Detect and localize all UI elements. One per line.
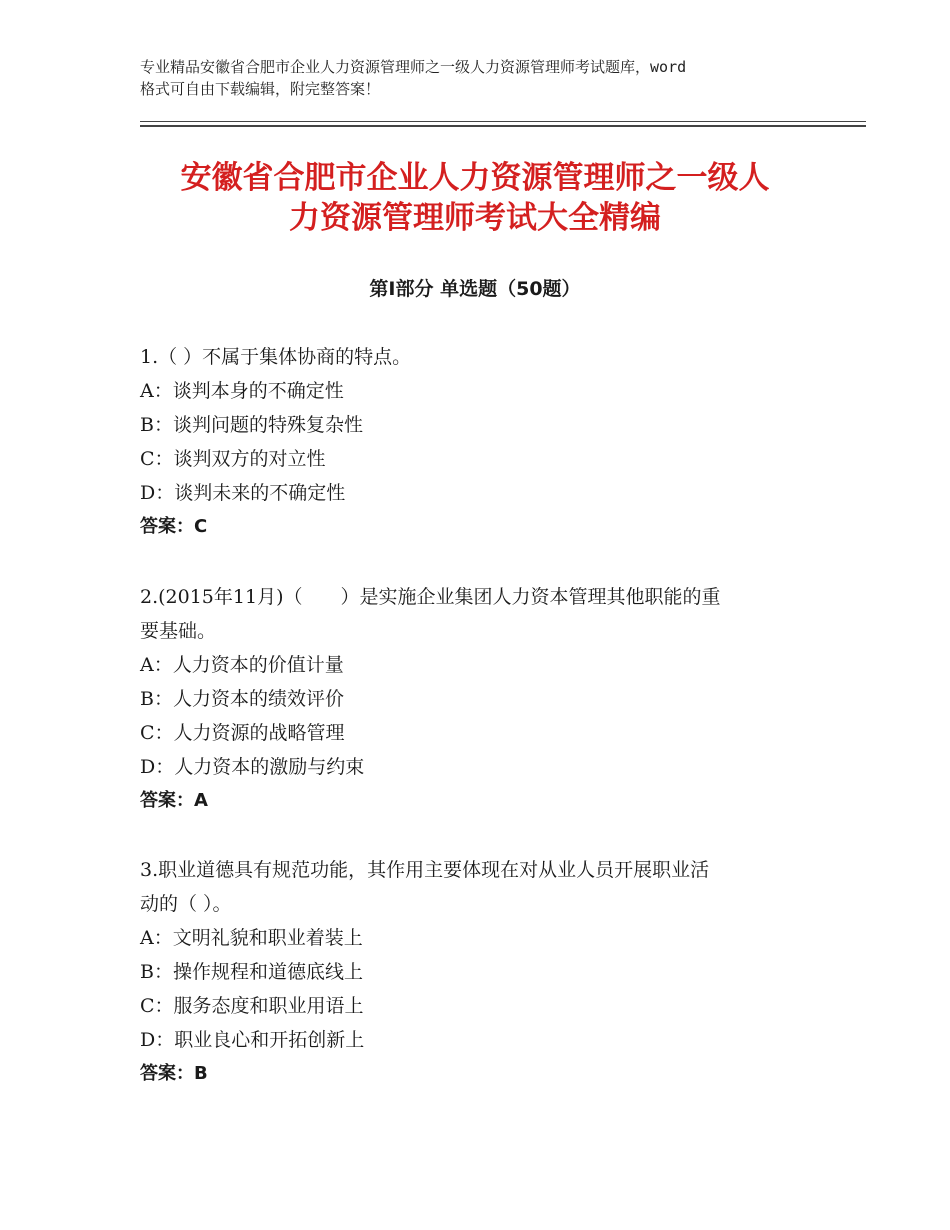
option-c: C：谈判双方的对立性 bbox=[140, 448, 326, 470]
question-stem-continued: 要基础。 bbox=[140, 620, 217, 642]
option-b: B：人力资本的绩效评价 bbox=[140, 688, 344, 710]
title-line-1: 安徽省合肥市企业人力资源管理师之一级人 bbox=[180, 160, 770, 196]
option-a: A：文明礼貌和职业着装上 bbox=[140, 927, 363, 949]
question-stem-continued: 动的（ ）。 bbox=[140, 893, 232, 915]
header-line-1: 专业精品安徽省合肥市企业人力资源管理师之一级人力资源管理师考试题库，word bbox=[140, 58, 687, 76]
question-stem: 2.(2015年11月)（ ）是实施企业集团人力资本管理其他职能的重 bbox=[140, 586, 721, 608]
header-rule-thick bbox=[140, 125, 866, 127]
answer: 答案：A bbox=[140, 790, 208, 811]
option-d: D：职业良心和开拓创新上 bbox=[140, 1029, 365, 1051]
question-stem: 3.职业道德具有规范功能，其作用主要体现在对从业人员开展职业活 bbox=[140, 859, 710, 881]
question-1 bbox=[140, 340, 820, 544]
document-title bbox=[140, 158, 810, 238]
document-header bbox=[140, 56, 830, 100]
question-2 bbox=[140, 580, 820, 818]
option-d: D：人力资本的激励与约束 bbox=[140, 756, 365, 778]
question-stem: 1.（ ）不属于集体协商的特点。 bbox=[140, 346, 412, 368]
header-line-2: 格式可自由下载编辑，附完整答案！ bbox=[140, 80, 381, 98]
title-line-2: 力资源管理师考试大全精编 bbox=[289, 200, 661, 236]
option-b: B：谈判问题的特殊复杂性 bbox=[140, 414, 363, 436]
option-c: C：服务态度和职业用语上 bbox=[140, 995, 364, 1017]
answer: 答案：B bbox=[140, 1063, 208, 1084]
section-heading: 第Ⅰ部分 单选题（50题） bbox=[369, 278, 581, 300]
option-d: D：谈判未来的不确定性 bbox=[140, 482, 346, 504]
option-b: B：操作规程和道德底线上 bbox=[140, 961, 363, 983]
option-a: A：人力资本的价值计量 bbox=[140, 654, 344, 676]
option-c: C：人力资源的战略管理 bbox=[140, 722, 345, 744]
header-rule-thin bbox=[140, 121, 866, 122]
option-a: A：谈判本身的不确定性 bbox=[140, 380, 344, 402]
question-3 bbox=[140, 853, 820, 1091]
answer: 答案：C bbox=[140, 516, 208, 537]
